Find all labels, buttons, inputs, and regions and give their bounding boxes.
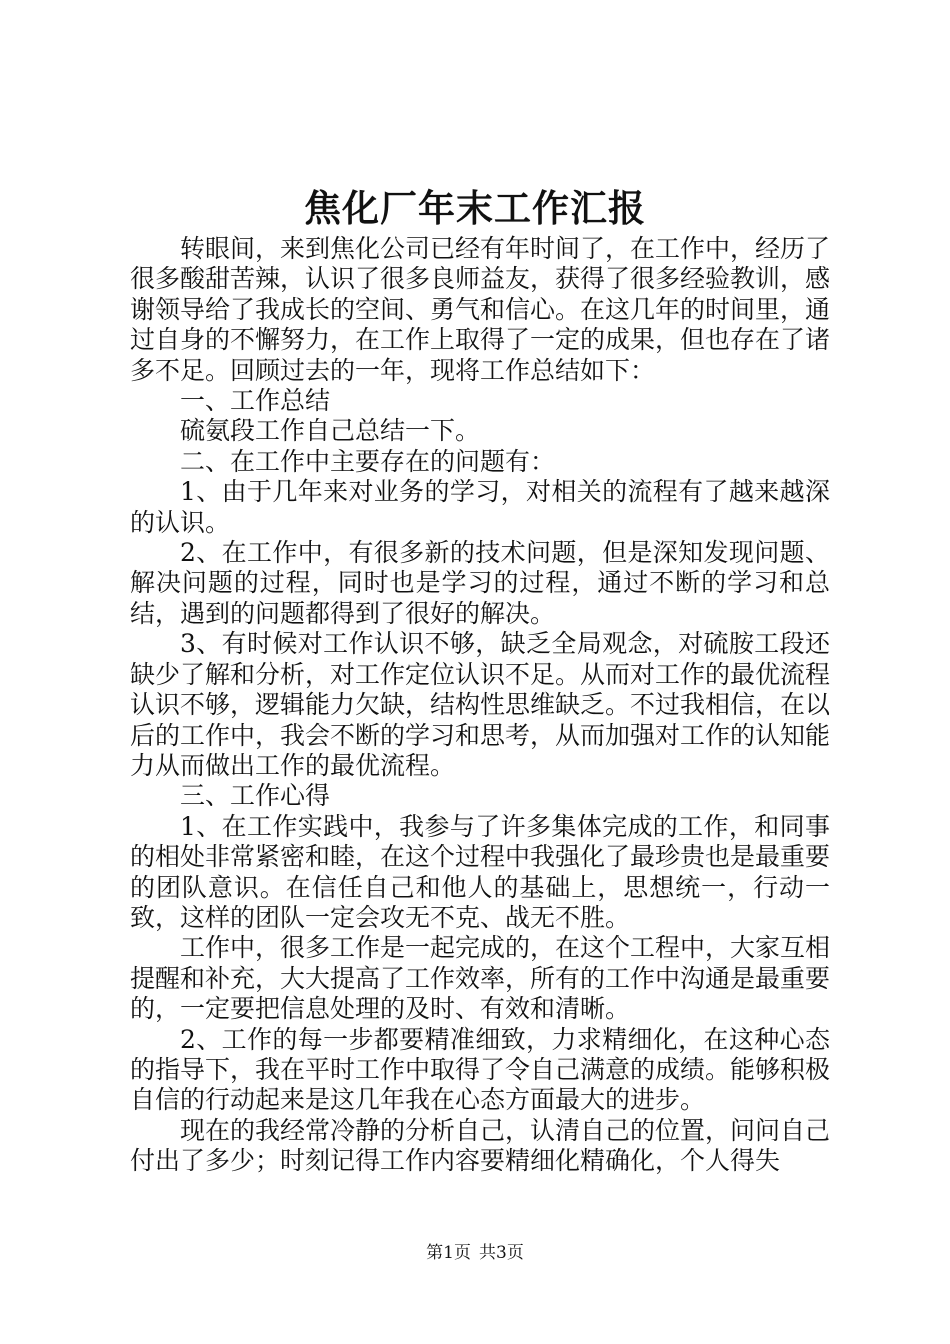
heading-experience: 三、工作心得	[180, 781, 331, 811]
heading-problems: 二、在工作中主要存在的问题有：	[180, 446, 556, 476]
page-total: 共3页	[479, 1243, 524, 1263]
paragraph-experience-teamwork: 工作中，很多工作是一起完成的，在这个工程中，大家互相提醒和补充，大大提高了工作效率，所有的工作中沟通是最重要的，一定要把信息处理的及时、有效和清晰。	[130, 933, 831, 1024]
page-footer	[0, 1242, 950, 1264]
paragraph-summary: 硫氨段工作自己总结一下。	[180, 416, 481, 446]
heading-work-summary: 一、工作总结	[180, 386, 331, 416]
paragraph-experience-2: 2、工作的每一步都要精准细致，力求精细化，在这种心态的指导下，我在平时工作中取得了令自己满意的成绩。能够积极自信的行动起来是这几年我在心态方面最大的进步。	[130, 1024, 831, 1115]
document-title: 焦化厂年末工作汇报	[304, 186, 646, 230]
document-body	[130, 234, 830, 1177]
paragraph-problem-1: 1、由于几年来对业务的学习，对相关的流程有了越来越深的认识。	[130, 477, 830, 537]
paragraph-problem-3: 3、有时候对工作认识不够，缺乏全局观念，对硫胺工段还缺少了解和分析，对工作定位认识不足。从而对工作的最优流程认识不够，逻辑能力欠缺，结构性思维缺乏。不过我相信，在以后的工作中，我会不断的学习和思考，从而加强对工作的认知能力从而做出工作的最优流程。	[130, 629, 831, 780]
paragraph-experience-1: 1、在工作实践中，我参与了许多集体完成的工作，和同事的相处非常紧密和睦，在这个过程中我强化了最珍贵也是最重要的团队意识。在信任自己和他人的基础上，思想统一，行动一致，这样的团队一定会攻无不克、战无不胜。	[130, 811, 831, 932]
page-number: 第1页	[426, 1243, 471, 1263]
paragraph-reflection: 现在的我经常冷静的分析自己，认清自己的位置，问问自己付出了多少；时刻记得工作内容要精细化精确化，个人得失	[130, 1115, 831, 1176]
paragraph-intro: 转眼间，来到焦化公司已经有年时间了，在工作中，经历了很多酸甜苦辣，认识了很多良师益友，获得了很多经验教训，感谢领导给了我成长的空间、勇气和信心。在这几年的时间里，通过自身的不懈努力，在工作上取得了一定的成果，但也存在了诸多不足。回顾过去的一年，现将工作总结如下：	[130, 234, 831, 385]
paragraph-problem-2: 2、在工作中，有很多新的技术问题，但是深知发现问题、解决问题的过程，同时也是学习的过程，通过不断的学习和总结，遇到的问题都得到了很好的解决。	[130, 538, 830, 628]
